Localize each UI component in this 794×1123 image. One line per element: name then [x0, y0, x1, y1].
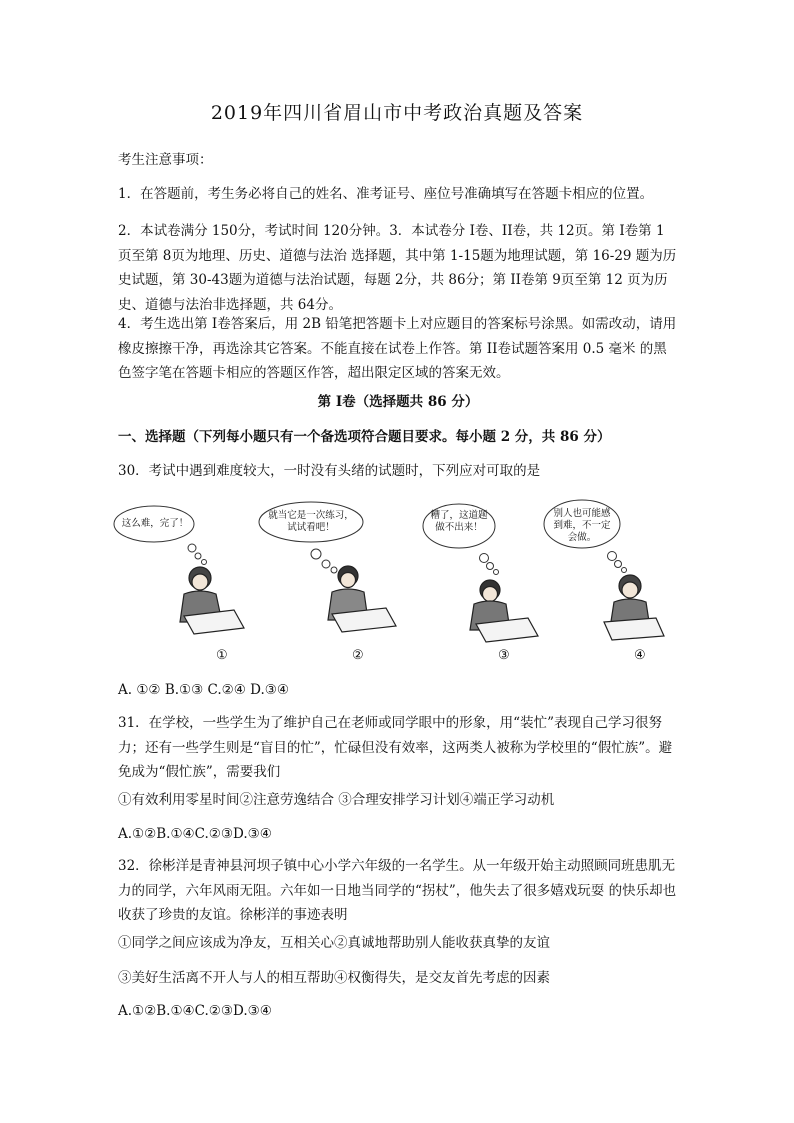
q31-choices: ①有效利用零星时间②注意劳逸结合 ③合理安排学习计划④端正学习动机	[118, 792, 555, 808]
bubble-1-text: 这么难，完了！	[121, 518, 189, 529]
notice-item-1: 1．在答题前，考生务必将自己的姓名、准考证号、座位号准确填写在答题卡相应的位置。	[118, 186, 654, 202]
q31-stem: 31．在学校，一些学生为了维护自己在老师或同学眼中的形象，用“装忙”表现自己学习很努力；还有一些学生则是“盲目的忙”，忙碌但没有效率，这两类人被称为学校里的“假忙族”。避免成为“假忙族”，需要我们	[118, 715, 673, 780]
bubble-3-text: 糟了，这道题做不出来！	[430, 510, 488, 533]
label-3: ③	[498, 648, 510, 663]
q32-options: A.①②B.①④C.②③D.③④	[118, 1003, 272, 1019]
q30-illustration	[104, 498, 684, 668]
student-2-figure	[328, 566, 396, 632]
q30-stem: 30．考试中遇到难度较大，一时没有头绪的试题时，下列应对可取的是	[118, 463, 541, 479]
part-heading: 一、选择题（下列每小题只有一个备选项符合题目要求。每小题 2 分，共 86 分）	[118, 429, 611, 445]
page-title: 2019年四川省眉山市中考政治真题及答案	[210, 102, 584, 124]
bubble-4-text: 别人也可能感到难，不一定会做。	[553, 508, 611, 543]
q32-choices-1: ①同学之间应该成为净友，互相关心②真诚地帮助别人能收获真挚的友谊	[118, 935, 550, 951]
section-title: 第 I卷（选择题共 86 分）	[317, 394, 479, 410]
q31-options: A.①②B.①④C.②③D.③④	[118, 826, 272, 842]
label-2: ②	[352, 648, 364, 663]
label-4: ④	[634, 648, 646, 663]
student-4-figure	[604, 575, 664, 640]
student-3-figure	[470, 580, 538, 642]
bubble-2-text: 就当它是一次练习，试试看吧！	[268, 510, 354, 533]
notice-item-3: 4．考生选出第 I卷答案后，用 2B 铅笔把答题卡上对应题目的答案标号涂黑。如需改动，请用橡皮擦擦干净，再选涂其它答案。不能直接在试卷上作答。第 II卷试题答案用 0.5 毫米 的黑色签字笔在答题卡相应的答题区作答，超出限定区域的答案无效。	[118, 316, 677, 381]
q32-choices-2: ③美好生活离不开人与人的相互帮助④权衡得失，是交友首先考虑的因素	[118, 970, 550, 986]
student-1-figure	[180, 567, 244, 634]
notice-heading: 考生注意事项：	[118, 152, 213, 168]
notice-item-2: 2．本试卷满分 150分，考试时间 120分钟。3．本试卷分 I卷、II卷，共 12页。第 I卷第 1页至第 8页为地理、历史、道德与法治 选择题，其中第 1-15题为地理试题，第 16-29 题为历史试题，第 30-43题为道德与法治试题，每题 2分，共 86分；第 II卷第 9页至第 12 页为历史、道德与法治非选择题，共 64分。	[118, 223, 677, 313]
label-1: ①	[216, 648, 228, 663]
q32-stem: 32．徐彬洋是青神县河坝子镇中心小学六年级的一名学生。从一年级开始主动照顾同班患肌无力的同学，六年风雨无阻。六年如一日地当同学的“拐杖”，他失去了很多嬉戏玩耍 的快乐却也收获了珍贵的友谊。徐彬洋的事迹表明	[118, 858, 677, 923]
q30-options: A. ①② B.①③ C.②④ D.③④	[118, 682, 290, 698]
